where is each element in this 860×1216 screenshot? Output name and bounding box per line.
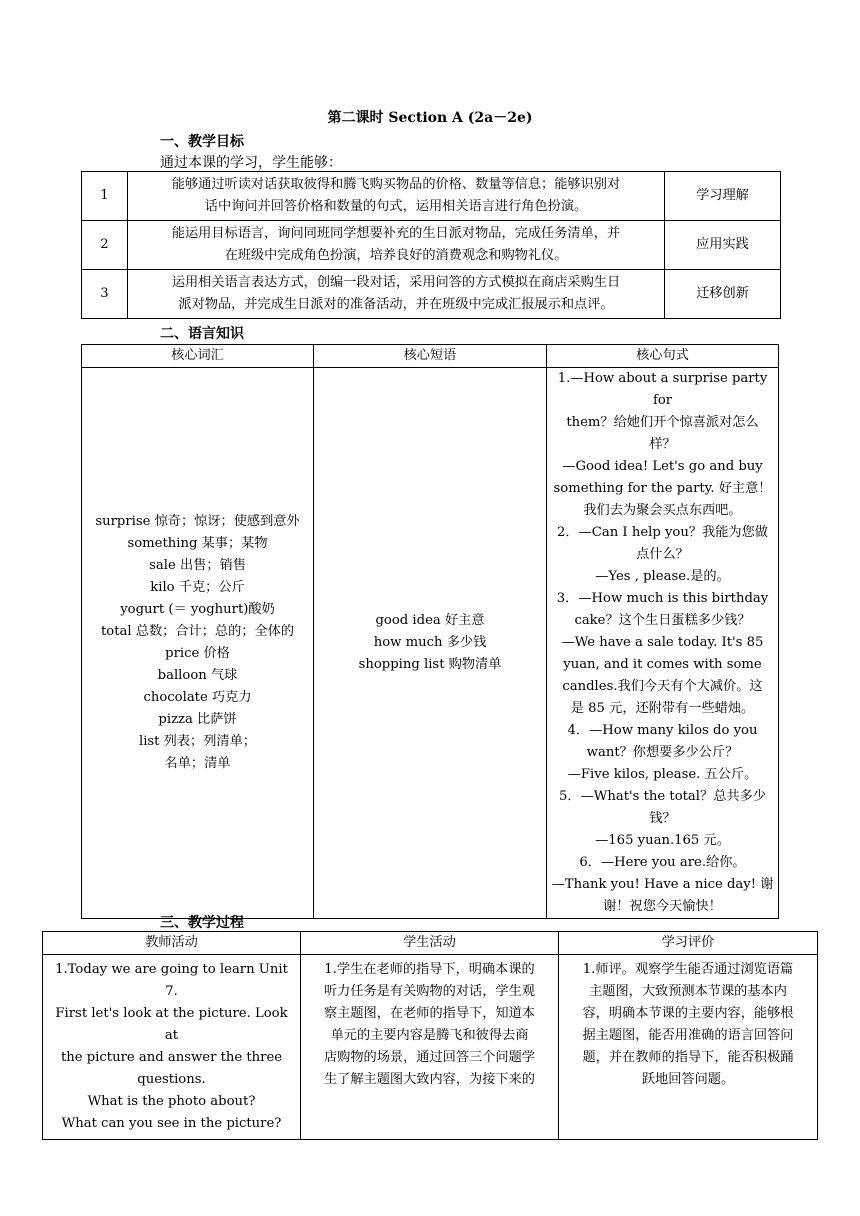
sentence-line: —Good idea! Let's go and buy	[562, 459, 763, 474]
sentence-line: —165 yuan.165 元。	[595, 833, 730, 848]
header-sentences: 核心句式	[547, 345, 779, 368]
section1-intro: 通过本课的学习，学生能够：	[160, 155, 342, 171]
sentence-line: 4．—How many kilos do you	[567, 723, 758, 738]
phrase-item: good idea 好主意	[375, 613, 485, 628]
sentence-line: 3．—How much is this birthday	[556, 591, 769, 606]
teacher-activity-line: the picture and answer the three	[60, 1050, 283, 1065]
phrases-cell	[314, 368, 547, 919]
language-table	[81, 344, 779, 919]
goal-level: 应用实践	[665, 221, 781, 270]
student-activity-line: 生了解主题图大致内容，为接下来的	[324, 1072, 535, 1087]
sentence-line: yuan, and it comes with some	[563, 657, 762, 672]
goal-text	[128, 270, 665, 319]
header-phrases: 核心短语	[314, 345, 547, 368]
goal-number: 3	[82, 270, 128, 319]
sentence-line: cake？这个生日蛋糕多少钱？	[574, 613, 751, 628]
vocab-item: kilo 千克；公斤	[150, 580, 245, 595]
evaluation-line: 1.师评。观察学生能否通过浏览语篇	[582, 962, 794, 977]
evaluation-line: 题，并在教师的指导下，能否积极踊	[582, 1050, 794, 1065]
goal-row	[82, 172, 781, 221]
sentence-line: 1.—How about a surprise party for	[557, 371, 768, 408]
goal-text-line: 话中询问并回答价格和数量的句式，运用相关语言进行角色扮演。	[204, 199, 588, 214]
evaluation-line: 主题图，大致预测本节课的基本内	[589, 984, 787, 999]
vocab-item: surprise 惊奇；惊讶；使感到意外	[95, 514, 300, 529]
sentence-line: 2．—Can I help you？我能为您做	[557, 525, 768, 540]
sentence-line: 钱？	[649, 811, 676, 826]
vocab-item: list 列表；列清单；	[138, 734, 256, 749]
goal-number: 2	[82, 221, 128, 270]
sentence-line: 谢！祝您今天愉快！	[603, 899, 722, 914]
goal-level: 学习理解	[665, 172, 781, 221]
goal-text	[128, 221, 665, 270]
goal-text-line: 在班级中完成角色扮演，培养良好的消费观念和购物礼仪。	[224, 248, 568, 263]
sentence-line: —Thank you! Have a nice day! 谢	[551, 877, 774, 892]
header-vocab: 核心词汇	[82, 345, 314, 368]
sentence-line: them？给她们开个惊喜派对怎么	[566, 415, 759, 430]
student-activity-line: 1.学生在老师的指导下，明确本课的	[324, 962, 535, 977]
teacher-cell	[43, 955, 301, 1140]
sentence-line: something for the party. 好主意！	[553, 481, 772, 496]
sentence-line: —We have a sale today. It's 85	[561, 635, 764, 650]
goal-number: 1	[82, 172, 128, 221]
vocab-item: yogurt (＝ yoghurt)酸奶	[120, 602, 275, 617]
teacher-activity-line: What can you see in the picture?	[61, 1116, 282, 1131]
vocab-cell	[82, 368, 314, 919]
goal-row	[82, 270, 781, 319]
section1-heading: 一、教学目标	[160, 134, 244, 150]
sentence-line: want？你想要多少公斤？	[586, 745, 739, 760]
vocab-item: pizza 比萨饼	[158, 712, 237, 727]
student-cell	[301, 955, 559, 1140]
goal-text-line: 能够通过听读对话获取彼得和腾飞购买物品的价格、数量等信息；能够识别对	[171, 177, 621, 192]
page-title: 第二课时 Section A (2a－2e)	[327, 110, 533, 126]
evaluation-line: 跃地回答问题。	[641, 1072, 735, 1087]
sentence-line: —Yes , please.是的。	[595, 569, 730, 584]
phrase-item: shopping list 购物清单	[358, 657, 502, 672]
sentence-line: 样？	[649, 437, 676, 452]
vocab-item: total 总数；合计；总的；全体的	[100, 624, 295, 639]
section3-heading: 三、教学过程	[160, 915, 244, 931]
phrase-item: how much 多少钱	[373, 635, 487, 650]
student-activity-line: 听力任务是有关购物的对话，学生观	[324, 984, 535, 999]
student-activity-line: 店购物的场景，通过回答三个问题学	[324, 1050, 535, 1065]
vocab-item: balloon 气球	[157, 668, 238, 683]
student-activity-line: 察主题图，在老师的指导下，知道本	[324, 1006, 535, 1021]
vocab-item: chocolate 巧克力	[143, 690, 252, 705]
goal-text-line: 能运用目标语言，询问同班同学想要补充的生日派对物品，完成任务清单，并	[171, 226, 621, 241]
evaluation-cell	[559, 955, 818, 1140]
sentence-line: 6．—Here you are.给你。	[579, 855, 746, 870]
header-student: 学生活动	[301, 932, 559, 955]
sentence-line: candles.我们今天有个大减价。这	[562, 679, 763, 694]
teacher-activity-line: questions.	[137, 1072, 206, 1087]
goal-row	[82, 221, 781, 270]
sentence-line: —Five kilos, please. 五公斤。	[567, 767, 758, 782]
teacher-activity-line: What is the photo about?	[87, 1094, 256, 1109]
sentences-cell	[547, 368, 779, 919]
teacher-activity-line: First let's look at the picture. Look at	[55, 1006, 288, 1043]
header-evaluation: 学习评价	[559, 932, 818, 955]
sentence-line: 点什么？	[636, 547, 689, 562]
vocab-item: something 某事；某物	[127, 536, 268, 551]
goal-level: 迁移创新	[665, 270, 781, 319]
sentence-line: 我们去为聚会买点东西吧。	[583, 503, 742, 518]
vocab-item: 名单；清单	[164, 756, 231, 771]
goal-text-line: 运用相关语言表达方式，创编一段对话，采用问答的方式模拟在商店采购生日	[171, 275, 621, 290]
section2-heading: 二、语言知识	[160, 326, 244, 342]
process-table	[42, 931, 818, 1140]
header-teacher: 教师活动	[43, 932, 301, 955]
sentence-line: 是 85 元，还附带有一些蜡烛。	[570, 701, 755, 716]
goals-table	[81, 171, 781, 319]
evaluation-line: 据主题图，能否用准确的语言回答问	[582, 1028, 794, 1043]
evaluation-line: 容，明确本节课的主要内容，能够根	[582, 1006, 794, 1021]
vocab-item: price 价格	[165, 646, 230, 661]
student-activity-line: 单元的主要内容是腾飞和彼得去商	[330, 1028, 529, 1043]
vocab-item: sale 出售；销售	[149, 558, 246, 573]
goal-text	[128, 172, 665, 221]
goal-text-line: 派对物品，并完成生日派对的准备活动，并在班级中完成汇报展示和点评。	[178, 297, 614, 312]
teacher-activity-line: 1.Today we are going to learn Unit 7.	[55, 962, 288, 999]
sentence-line: 5．—What's the total？总共多少	[559, 789, 766, 804]
